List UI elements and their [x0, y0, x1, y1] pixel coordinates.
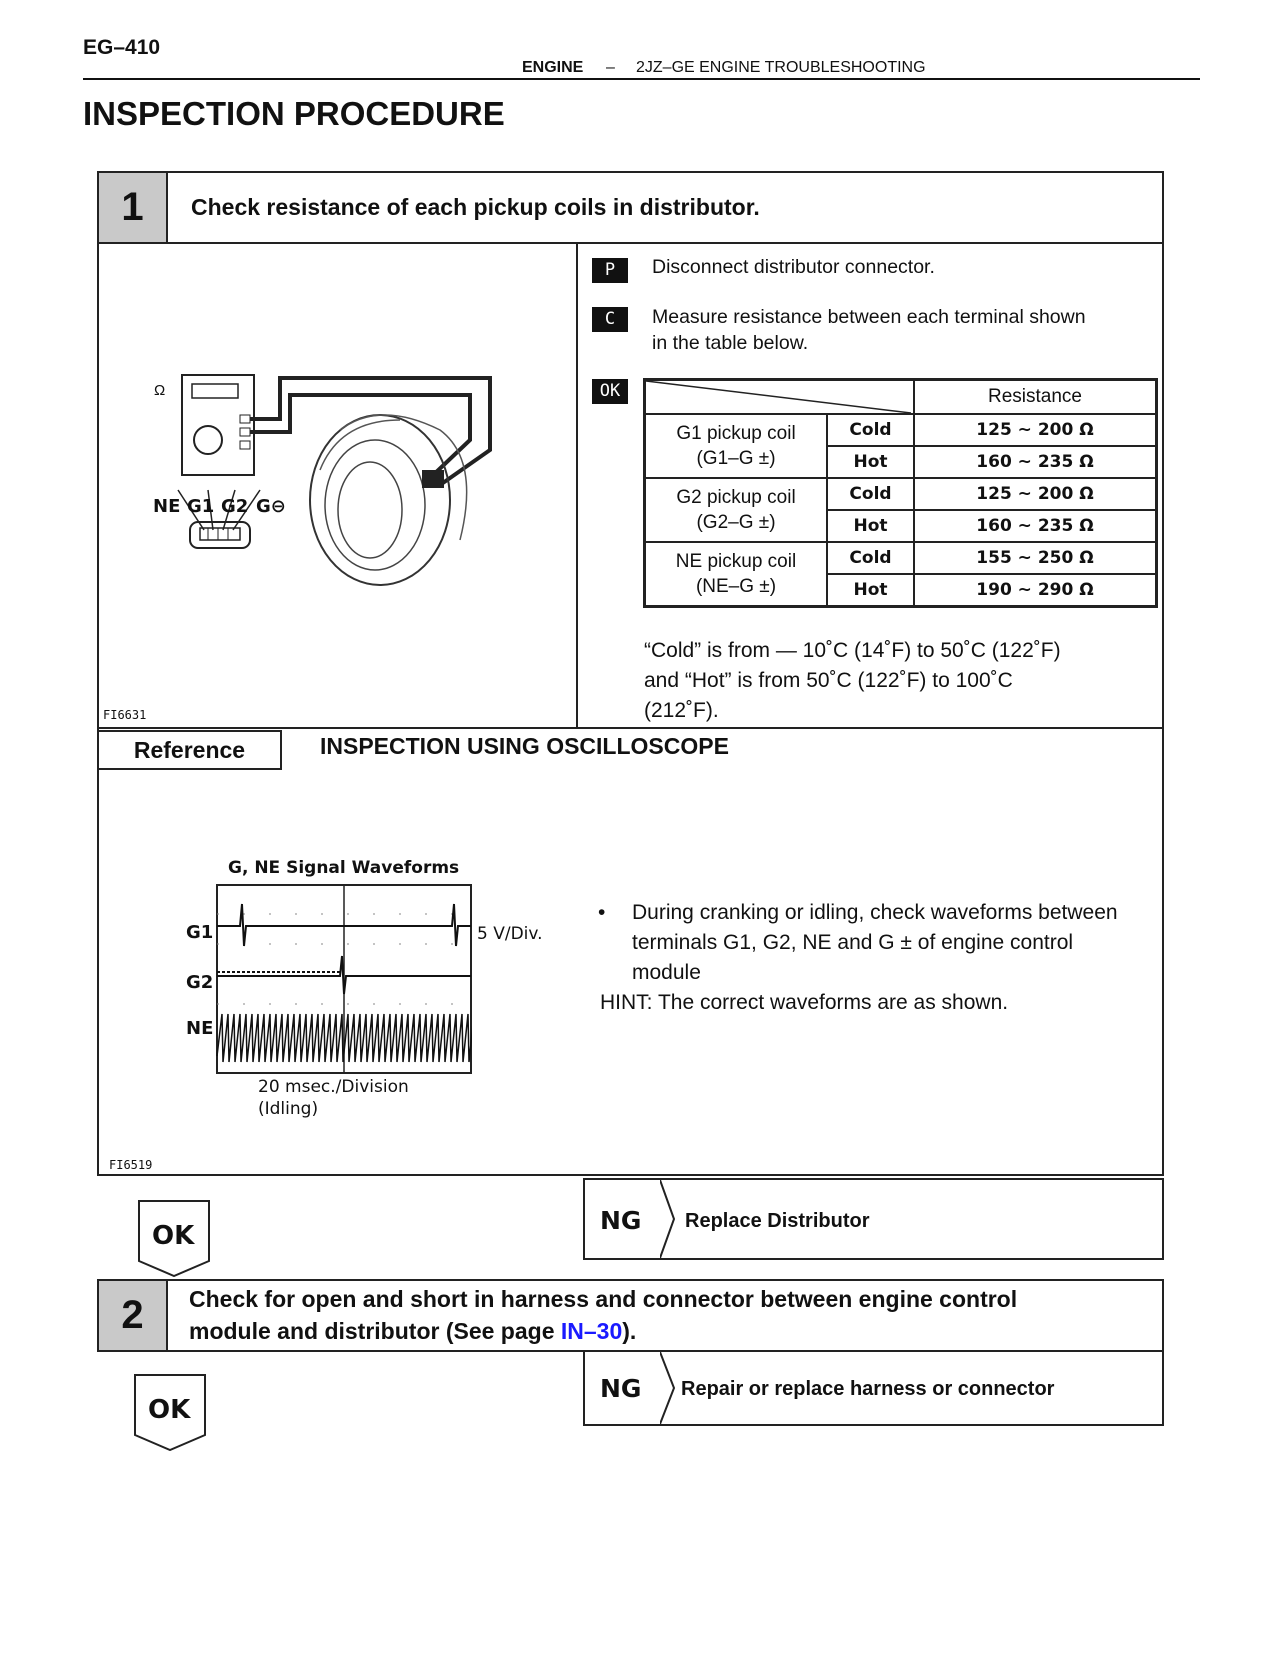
step1-divider — [576, 242, 578, 729]
scope-caption: G, NE Signal Waveforms — [228, 858, 460, 878]
temperature-note-1: “Cold” is from — 10˚C (14˚F) to 50˚C (122˚F) — [644, 639, 1061, 662]
temperature-note-2: and “Hot” is from 50˚C (122˚F) to 100˚C — [644, 669, 1013, 692]
meter-ohm-symbol: Ω — [154, 382, 166, 399]
channel-g2-label: G2 — [186, 972, 214, 993]
reference-text-3: module — [632, 961, 701, 984]
header-dash: – — [606, 59, 615, 76]
header-subsection: 2JZ–GE ENGINE TROUBLESHOOTING — [636, 59, 926, 76]
value-hot: 160 ~ 235 Ω — [914, 446, 1157, 478]
terminal-ne-label: NE — [153, 496, 181, 517]
value-cold: 125 ~ 200 Ω — [914, 478, 1157, 510]
step2-title-2-post: ). — [622, 1318, 637, 1344]
volts-per-division: 5 V/Div. — [477, 924, 543, 944]
figure-code-1: FI6631 — [103, 708, 147, 722]
coil-terminals: (NE–G ±) — [695, 576, 777, 597]
reference-text-1: During cranking or idling, check waveforms between — [632, 901, 1118, 924]
ng-action-1: Replace Distributor — [685, 1210, 870, 1232]
time-per-division: 20 msec./Division — [258, 1077, 409, 1097]
step1-number: 1 — [99, 173, 168, 242]
coil-name: NE pickup coil — [675, 551, 797, 572]
step2-title-2-pre: module and distributor (See page — [189, 1318, 561, 1344]
pickup-coil-figure — [140, 360, 520, 600]
value-hot: 190 ~ 290 Ω — [914, 574, 1157, 607]
tag-ok: OK — [592, 379, 628, 404]
coil-name: G1 pickup coil — [676, 423, 796, 444]
figure-code-2: FI6519 — [109, 1158, 153, 1172]
tag-c: C — [592, 307, 628, 332]
terminal-g1-label: G1 — [187, 496, 215, 517]
table-corner-cell — [645, 380, 915, 415]
reference-hint: HINT: The correct waveforms are as shown. — [600, 991, 1009, 1014]
step2-title-2 — [189, 1315, 636, 1347]
header-rule — [83, 78, 1200, 80]
step1-header — [97, 171, 1164, 244]
value-cold: 125 ~ 200 Ω — [914, 414, 1157, 446]
ng-action-2: Repair or replace harness or connector — [681, 1378, 1055, 1400]
state-hot: Hot — [827, 574, 914, 607]
value-hot: 160 ~ 235 Ω — [914, 510, 1157, 542]
header-section: ENGINE — [522, 59, 584, 76]
resistance-table — [643, 378, 1158, 608]
scope-condition: (Idling) — [258, 1099, 319, 1119]
channel-g1-label: G1 — [186, 922, 214, 943]
reference-text-2: terminals G1, G2, NE and G ± of engine control — [632, 931, 1074, 954]
ok-label-1: OK — [152, 1221, 195, 1251]
ng-arrow-1 — [660, 1180, 676, 1258]
ng-label-2: NG — [600, 1374, 642, 1403]
table-header-resistance: Resistance — [914, 380, 1157, 415]
step2-title-1: Check for open and short in harness and connector between engine control — [189, 1286, 1018, 1312]
page-link-in30[interactable]: IN–30 — [560, 1318, 623, 1344]
ng-label-1: NG — [600, 1206, 642, 1235]
procedure-p-text: Disconnect distributor connector. — [652, 256, 935, 278]
bullet: • — [598, 901, 606, 924]
temperature-note-3: (212˚F). — [644, 699, 719, 722]
table-coil-cell — [645, 542, 828, 607]
ng-arrow-2 — [660, 1352, 676, 1424]
step2-number: 2 — [99, 1281, 168, 1350]
ok-label-2: OK — [148, 1395, 191, 1425]
step2-header — [97, 1279, 1164, 1352]
procedure-c-text-1: Measure resistance between each terminal shown — [652, 306, 1086, 328]
terminal-g-label: G⊖ — [256, 496, 286, 517]
state-cold: Cold — [827, 414, 914, 446]
procedure-c-text-2: in the table below. — [652, 332, 809, 354]
channel-ne-label: NE — [186, 1018, 214, 1039]
tag-p: P — [592, 258, 628, 283]
state-cold: Cold — [827, 542, 914, 574]
ng-box-1 — [583, 1178, 1164, 1260]
reference-title: INSPECTION USING OSCILLOSCOPE — [320, 733, 729, 759]
table-diagonal — [646, 381, 911, 413]
reference-label: Reference — [97, 730, 282, 770]
coil-terminals: (G1–G ±) — [696, 448, 776, 469]
page-title: INSPECTION PROCEDURE — [83, 95, 505, 132]
step1-title: Check resistance of each pickup coils in distributor. — [191, 194, 760, 220]
coil-name: G2 pickup coil — [676, 487, 796, 508]
table-coil-cell — [645, 414, 828, 478]
state-hot: Hot — [827, 446, 914, 478]
state-hot: Hot — [827, 510, 914, 542]
page-code: EG–410 — [83, 36, 161, 59]
state-cold: Cold — [827, 478, 914, 510]
oscilloscope-waveform — [216, 884, 472, 1074]
coil-terminals: (G2–G ±) — [696, 512, 776, 533]
table-coil-cell — [645, 478, 828, 542]
value-cold: 155 ~ 250 Ω — [914, 542, 1157, 574]
terminal-g2-label: G2 — [221, 496, 249, 517]
